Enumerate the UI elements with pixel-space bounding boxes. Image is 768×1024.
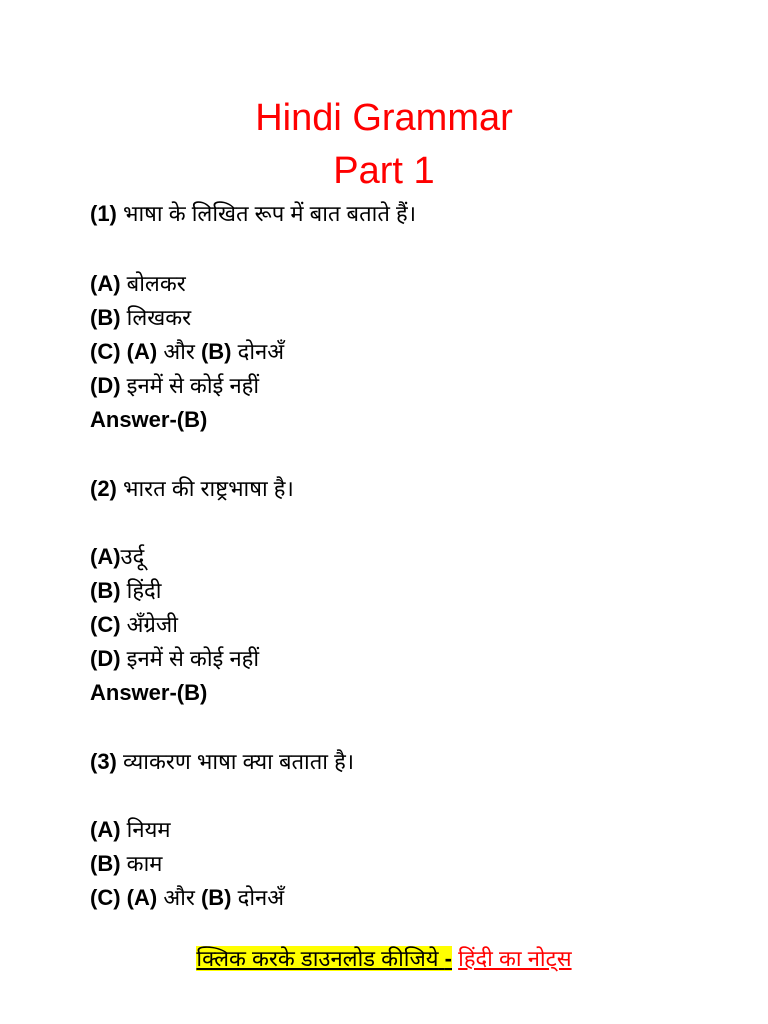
document-subtitle: Part 1 [333, 150, 435, 192]
download-prompt-text: क्लिक करके डाउनलोड कीजिये [196, 946, 439, 971]
question-text: व्याकरण भाषा क्या बताता है। [123, 749, 355, 774]
question-2-option-d [90, 645, 259, 673]
question-number: (3) [90, 749, 117, 774]
option-text: उर्दू [120, 544, 145, 569]
question-2-option-c [90, 611, 178, 639]
option-label: (D) [90, 373, 121, 398]
option-text: लिखकर [126, 305, 192, 330]
question-1 [90, 200, 416, 228]
option-text: हिंदी [126, 578, 162, 603]
option-text: और [163, 339, 195, 364]
option-text: नियम [126, 817, 171, 842]
option-label: (A) [90, 817, 121, 842]
question-number: (1) [90, 201, 117, 226]
hindi-notes-link[interactable]: हिंदी का नोट्स [458, 946, 572, 971]
option-label: (B) [90, 578, 121, 603]
option-label: (A) [90, 271, 121, 296]
option-text-2: दोनअँ [237, 339, 285, 364]
option-label: (C) (A) [90, 885, 158, 910]
question-3-option-b [90, 850, 162, 878]
question-2-option-b [90, 577, 161, 605]
question-number: (2) [90, 476, 117, 501]
option-text-2: दोनअँ [237, 885, 285, 910]
question-text: भाषा के लिखित रूप में बात बताते हैं। [123, 201, 417, 226]
option-text: और [163, 885, 195, 910]
document-title: Hindi Grammar [255, 97, 513, 139]
question-1-option-b [90, 304, 191, 332]
option-label-2: (B) [200, 885, 232, 910]
question-text: भारत की राष्ट्रभाषा है। [123, 476, 294, 501]
download-footer [0, 943, 768, 975]
option-text: इनमें से कोई नहीं [126, 646, 260, 671]
question-2 [90, 475, 294, 503]
option-label: (B) [90, 851, 121, 876]
question-3-option-a [90, 816, 171, 844]
option-label: (C) [90, 612, 121, 637]
option-label: (B) [90, 305, 121, 330]
question-3 [90, 748, 354, 776]
question-2-answer: Answer-(B) [90, 680, 208, 705]
option-label: (C) (A) [90, 339, 158, 364]
option-label-2: (B) [200, 339, 232, 364]
option-label: (A) [90, 544, 121, 569]
question-1-option-c [90, 338, 284, 366]
option-label: (D) [90, 646, 121, 671]
option-text: काम [126, 851, 163, 876]
question-1-option-a [90, 270, 186, 298]
option-text: अँग्रेजी [126, 612, 178, 637]
download-prompt-link[interactable] [196, 946, 452, 971]
question-1-answer: Answer-(B) [90, 407, 208, 432]
footer-dash: - [444, 946, 452, 971]
option-text: बोलकर [126, 271, 186, 296]
question-1-option-d [90, 372, 259, 400]
question-2-option-a [90, 543, 144, 571]
question-3-option-c [90, 884, 284, 912]
option-text: इनमें से कोई नहीं [126, 373, 260, 398]
